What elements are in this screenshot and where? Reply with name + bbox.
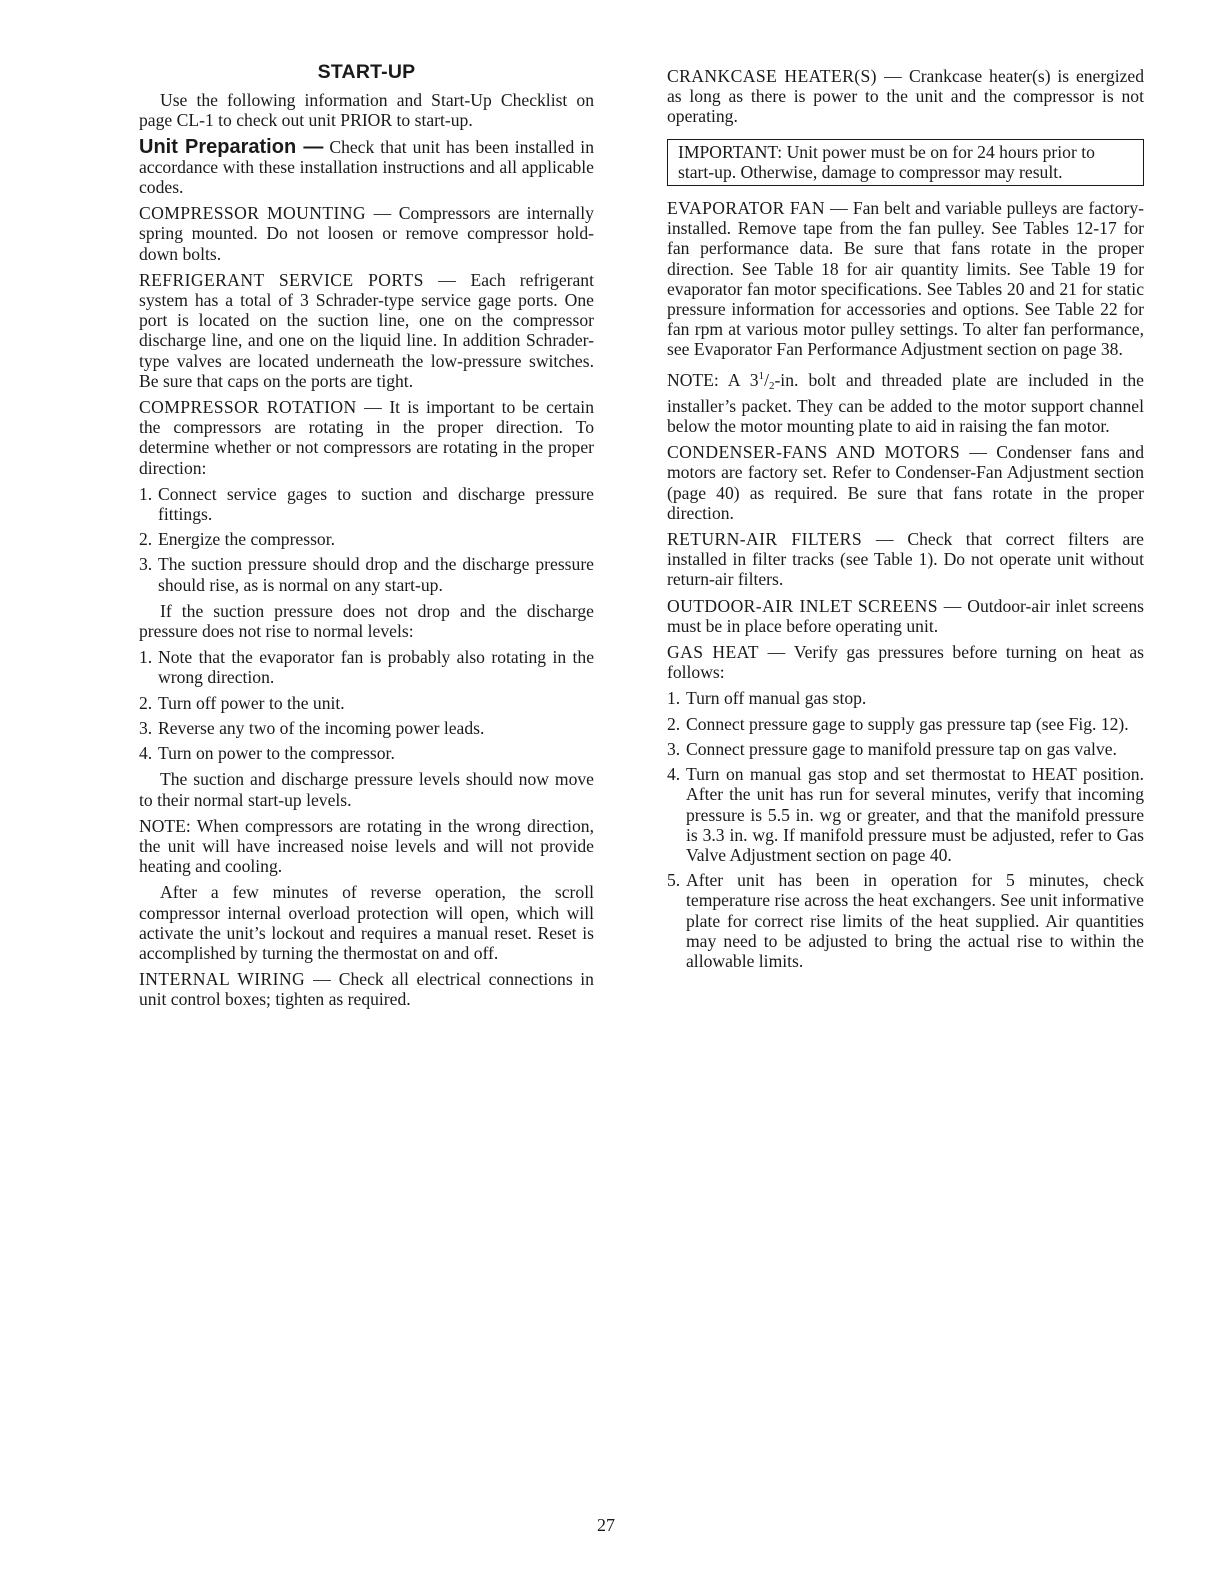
list-item — [667, 739, 1144, 759]
step-number: 3. — [667, 738, 681, 759]
list-item — [139, 647, 594, 687]
step-text: The suction pressure should drop and the discharge pressure should rise, as is normal on any start-up. — [158, 554, 594, 595]
right-column — [667, 66, 1144, 977]
list-item — [139, 693, 594, 713]
step-number: 4. — [667, 764, 681, 785]
step-text: After unit has been in operation for 5 minutes, check temperature rise across the heat exchangers. See unit informative plate for correct rise limits of the heat supplied. Air quantities may need to be adjusted to bring the actual rise to within the allowable limits. — [686, 870, 1144, 971]
list-item — [139, 743, 594, 763]
step-number: 5. — [667, 870, 681, 891]
step-number: 1. — [139, 647, 153, 668]
list-item — [667, 870, 1144, 971]
outdoor-air-paragraph — [667, 596, 1144, 636]
compressor-mounting-text: Compressors are internally spring mounted. Do not loosen or remove compressor hold-down bolts. — [139, 203, 594, 264]
step-number: 4. — [139, 743, 153, 764]
return-air-paragraph — [667, 529, 1144, 590]
note-bolt-paragraph: NOTE: A $3^1/_2-in$. bolt and threaded plate are included in the installer’s packet. They can be added to the motor support channel below the motor mounting plate to aid in raising the fan motor. — [667, 369, 1144, 437]
fraction-denominator: 2 — [768, 379, 775, 392]
gas-heat-label: GAS HEAT — — [667, 642, 786, 663]
step-number: 1. — [139, 483, 153, 504]
list-item — [139, 718, 594, 738]
evaporator-fan-label: EVAPORATOR FAN — — [667, 198, 849, 219]
refrigerant-ports-paragraph — [139, 270, 594, 391]
step-text: Connect pressure gage to supply gas pressure tap (see Fig. 12). — [686, 713, 1129, 734]
refrigerant-ports-text: Each refrigerant system has a total of 3 Schrader-type service gage ports. One port is located on the suction line, one on the compressor discharge line, and one on the liquid line. In addition Schrader-type valves are located underneath the low-pressure switches. Be sure that caps on the ports are tight. — [139, 269, 594, 391]
fraction-numerator: 1 — [758, 369, 765, 382]
return-air-text: Check that correct filters are installed in filter tracks (see Table 1). Do not operate unit without return-air filters. — [667, 529, 1144, 590]
step-text: Turn off manual gas stop. — [686, 688, 867, 709]
important-notice-box: IMPORTANT: Unit power must be on for 24 hours prior to start-up. Otherwise, damage to compressor may result. — [667, 139, 1144, 186]
step-text: Turn on power to the compressor. — [158, 743, 395, 764]
compressor-rotation-text: It is important to be certain the compressors are rotating in the proper direction. To determine whether or not compressors are rotating in the proper direction: — [139, 397, 594, 478]
if-suction-paragraph: If the suction pressure does not drop and the discharge pressure does not rise to normal levels: — [139, 600, 594, 642]
list-item — [667, 764, 1144, 865]
step-text: Note that the evaporator fan is probably also rotating in the wrong direction. — [158, 647, 594, 688]
step-number: 2. — [139, 529, 153, 550]
internal-wiring-label: INTERNAL WIRING — — [139, 969, 332, 990]
condenser-paragraph — [667, 442, 1144, 523]
step-text: Connect service gages to suction and discharge pressure fittings. — [158, 483, 594, 525]
step-text: Turn off power to the unit. — [158, 692, 345, 713]
unit-preparation-text: Check that unit has been installed in accordance with these installation instructions and all applicable codes. — [139, 136, 594, 198]
note-bolt-suffix: -in. bolt and threaded plate are included in the installer’s packet. They can be added to the motor support channel below the motor mounting plate to aid in raising the fan motor. — [667, 369, 1144, 437]
intro-paragraph: Use the following information and Start-Up Checklist on page CL-1 to check out unit PRIOR to start-up. — [139, 90, 594, 131]
gas-heat-steps-list — [667, 688, 1144, 971]
internal-wiring-text: Check all electrical connections in unit control boxes; tighten as required. — [139, 969, 594, 1010]
step-text: Reverse any two of the incoming power leads. — [158, 717, 485, 738]
note-wrong-direction-paragraph: NOTE: When compressors are rotating in the wrong direction, the unit will have increased noise levels and will not provide heating and cooling. — [139, 815, 594, 877]
step-number: 2. — [139, 692, 153, 713]
step-number: 2. — [667, 713, 681, 734]
crankcase-paragraph — [667, 66, 1144, 127]
step-number: 1. — [667, 688, 681, 709]
rotation-steps-list — [139, 484, 594, 595]
gas-heat-paragraph — [667, 642, 1144, 682]
return-air-label: RETURN-AIR FILTERS — — [667, 529, 894, 550]
page-number: 27 — [597, 1515, 615, 1535]
left-column — [139, 62, 594, 1016]
note-bolt-prefix: NOTE: A 3 — [667, 369, 759, 390]
list-item — [667, 714, 1144, 734]
outdoor-air-text: Outdoor-air inlet screens must be in place before operating unit. — [667, 595, 1144, 636]
evaporator-fan-text: Fan belt and variable pulleys are factory-installed. Remove tape from the fan pulley. See Tables 12-17 for fan performance data. Be sure that fans rotate in the proper direction. See Table 18 for air quantity limits. See Table 19 for evaporator fan motor specifications. See Tables 20 and 21 for static pressure information for accessories and options. See Table 22 for fan rpm at various motor pulley settings. To alter fan performance, see Evaporator Fan Performance Adjustment section on page 38. — [667, 198, 1145, 360]
suction-normal-paragraph: The suction and discharge pressure levels should now move to their normal start-up levels. — [139, 769, 594, 810]
compressor-rotation-paragraph — [139, 397, 594, 478]
crankcase-label: CRANKCASE HEATER(S) — — [667, 66, 903, 86]
list-item — [139, 529, 594, 549]
step-number: 3. — [139, 717, 153, 738]
outdoor-air-label: OUTDOOR-AIR INLET SCREENS — — [667, 595, 962, 616]
compressor-rotation-label: COMPRESSOR ROTATION — — [139, 397, 383, 418]
gas-heat-text: Verify gas pressures before turning on heat as follows: — [667, 642, 1144, 683]
list-item — [667, 688, 1144, 708]
refrigerant-ports-label: REFRIGERANT SERVICE PORTS — — [139, 269, 457, 290]
compressor-mounting-label: COMPRESSOR MOUNTING — — [139, 203, 392, 224]
condenser-text: Condenser fans and motors are factory set. Refer to Condenser-Fan Adjustment section (page 40) as required. Be sure that fans rotate in the proper direction. — [667, 442, 1145, 523]
section-title: START-UP — [317, 61, 416, 83]
unit-preparation-paragraph — [139, 137, 594, 198]
step-number: 3. — [139, 554, 153, 575]
step-text: Connect pressure gage to manifold pressure tap on gas valve. — [686, 738, 1117, 759]
crankcase-text: Crankcase heater(s) is energized as long as there is power to the unit and the compressor is not operating. — [667, 66, 1144, 127]
step-text: Turn on manual gas stop and set thermostat to HEAT position. After the unit has run for several minutes, verify that incoming pressure is 5.5 in. wg or greater, and that the manifold pressure is 3.3 in. wg. If manifold pressure must be adjusted, refer to Gas Valve Adjustment section on page 40. — [686, 764, 1144, 865]
list-item — [139, 484, 594, 524]
internal-wiring-paragraph — [139, 969, 594, 1009]
fix-steps-list — [139, 647, 594, 763]
unit-preparation-heading: Unit Preparation — — [139, 135, 324, 158]
compressor-mounting-paragraph — [139, 203, 594, 264]
step-text: Energize the compressor. — [158, 529, 336, 550]
condenser-label: CONDENSER-FANS AND MOTORS — — [667, 442, 988, 463]
evaporator-fan-paragraph — [667, 198, 1144, 360]
reverse-operation-paragraph: After a few minutes of reverse operation, the scroll compressor internal overload protection will open, which will activate the unit’s lockout and requires a manual reset. Reset is accomplished by turning the thermostat on and off. — [139, 882, 594, 963]
list-item — [139, 554, 594, 594]
